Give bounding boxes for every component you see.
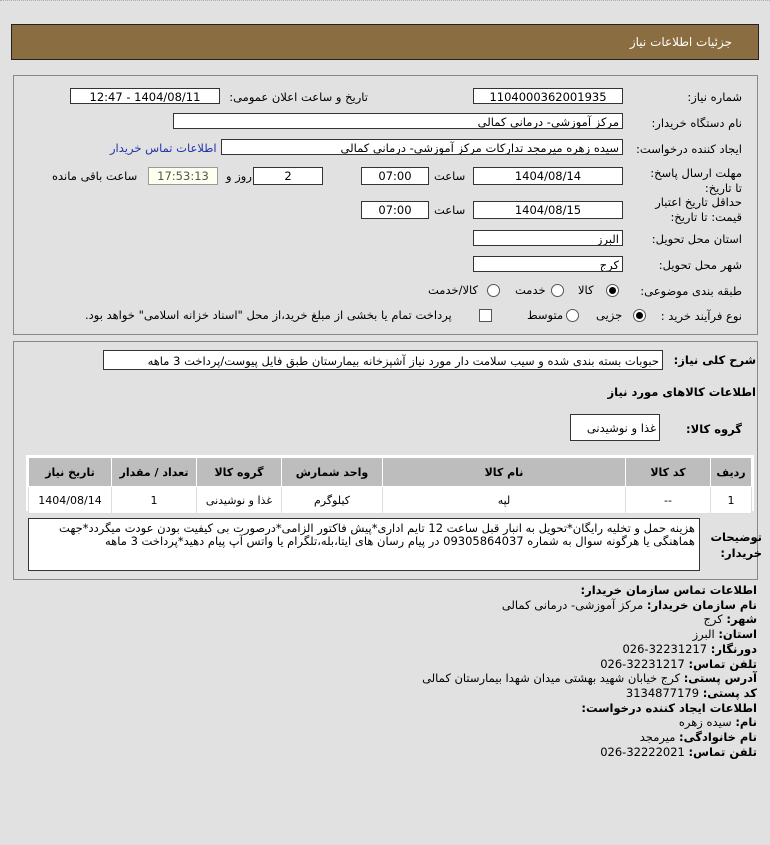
cell-row: 1 (711, 487, 752, 514)
need-number-label: شماره نیاز: (687, 90, 742, 104)
buyer-contact-link[interactable]: اطلاعات تماس خریدار (110, 141, 217, 155)
notes-label: توضیحات خریدار: (710, 530, 762, 560)
city-label: شهر محل تحویل: (658, 258, 742, 272)
phone-label: تلفن تماس: (688, 656, 757, 671)
validity-time-label: ساعت (434, 203, 466, 217)
summary-field: حبوبات بسته بندی شده و سیب سلامت دار مورد نیاز آشپزخانه بیمارستان طبق فایل پیوست/پرداخت 3 ماهه (103, 350, 663, 370)
category-goods-label: کالا (578, 283, 594, 297)
goods-table (28, 457, 752, 514)
province-value: البرز (692, 627, 715, 642)
announce-field[interactable]: 1404/08/11 - 12:47 (70, 88, 220, 104)
summary-label: شرح کلی نیاز: (673, 353, 756, 367)
validity-date-field[interactable]: 1404/08/15 (473, 201, 623, 219)
city-label: شهر: (726, 612, 757, 627)
creator-phone-label: تلفن تماس: (688, 744, 757, 759)
buyer-contact-info (422, 583, 757, 759)
deadline-time-label: ساعت (434, 169, 466, 183)
creator-label: ایجاد کننده درخواست: (636, 142, 742, 156)
category-goods-radio[interactable] (606, 284, 619, 297)
goods-group-field: غذا و نوشیدنی (570, 414, 660, 441)
table-row (29, 487, 752, 514)
days-label: روز و (226, 169, 252, 183)
deadline-date-field[interactable]: 1404/08/14 (473, 167, 623, 185)
col-row: ردیف (711, 458, 752, 487)
family-value: میرمجد (639, 730, 676, 745)
buyer-org-field[interactable]: مرکز آموزشی- درمانی کمالی (173, 113, 623, 129)
cell-group: غذا و نوشیدنی (197, 487, 282, 514)
deadline-label: مهلت ارسال پاسخ: تا تاریخ: (650, 166, 742, 195)
category-both-label: کالا/خدمت (428, 283, 479, 297)
process-label: نوع فرآیند خرید : (660, 309, 742, 323)
deadline-time-field[interactable]: 07:00 (361, 167, 429, 185)
family-label: نام خانوادگی: (679, 730, 757, 745)
col-group: گروه کالا (197, 458, 282, 487)
remaining-label: ساعت باقی مانده (52, 169, 138, 183)
city-field[interactable]: کرج (473, 256, 623, 272)
buyer-org-label: نام دستگاه خریدار: (651, 116, 742, 130)
col-code: کد کالا (626, 458, 711, 487)
category-label: طبقه بندی موضوعی: (640, 284, 742, 298)
contact-heading: اطلاعات تماس سازمان خریدار: (580, 583, 757, 597)
category-service-label: خدمت (515, 283, 546, 297)
address-value: کرج خیابان شهید بهشتی میدان شهدا بیمارستان کمالی (422, 671, 681, 686)
process-minor-radio[interactable] (633, 309, 646, 322)
validity-time-field[interactable]: 07:00 (361, 201, 429, 219)
postal-label: کد پستی: (702, 685, 757, 700)
postal-value: 3134877179 (625, 685, 700, 700)
creator-field[interactable]: سیده زهره میرمجد تدارکات مرکز آموزشی- درمانی کمالی (221, 139, 623, 155)
announce-label: تاریخ و ساعت اعلان عمومی: (229, 90, 368, 104)
goods-heading: اطلاعات کالاهای مورد نیاز (607, 385, 756, 399)
category-both-radio[interactable] (487, 284, 500, 297)
treasury-payment-note: پرداخت تمام یا بخشی از مبلغ خرید،از محل "اسناد خزانه اسلامی" خواهد بود. (85, 308, 452, 322)
notes-field: هزینه حمل و تخلیه رایگان*تحویل به انبار قبل ساعت 12 تایم اداری*پیش فاکتور الزامی*درصورت بی کیفیت بودن عودت میگردد*جهت هماهنگی یا هرگونه سوال به شماره 09305864037 در پیام رسان های ایتا،بله،تلگرام یا واتس آپ پیام دهید*پرداخت 3 ماهه (28, 518, 700, 571)
creator-phone-value: 32222021-026 (600, 744, 685, 759)
category-service-radio[interactable] (551, 284, 564, 297)
col-name: نام کالا (383, 458, 626, 487)
org-value: مرکز آموزشی- درمانی کمالی (501, 597, 644, 612)
treasury-payment-checkbox[interactable] (479, 309, 492, 322)
cell-name: لپه (383, 487, 626, 514)
address-label: آدرس پستی: (683, 671, 757, 686)
cell-unit: کیلوگرم (282, 487, 383, 514)
page-title: جزئیات اطلاعات نیاز (629, 35, 732, 49)
table-header-row (29, 458, 752, 487)
col-date: تاریخ نیاز (29, 458, 112, 487)
org-label: نام سازمان خریدار: (646, 597, 757, 612)
city-value: کرج (703, 612, 723, 627)
process-minor-label: جزیی (596, 308, 623, 322)
province-field[interactable]: البرز (473, 230, 623, 246)
page-header (11, 24, 759, 60)
col-unit: واحد شمارش (282, 458, 383, 487)
fax-value: 32231217-026 (622, 641, 708, 656)
phone-value: 32231217-026 (600, 656, 685, 671)
cell-qty: 1 (112, 487, 197, 514)
goods-group-label: گروه کالا: (686, 422, 742, 436)
col-qty: تعداد / مقدار (112, 458, 197, 487)
name-label: نام: (735, 715, 757, 730)
province-label: استان: (718, 627, 757, 642)
creator-heading: اطلاعات ایجاد کننده درخواست: (581, 700, 757, 715)
remaining-time-field: 17:53:13 (148, 167, 218, 185)
cell-date: 1404/08/14 (29, 487, 112, 514)
fax-label: دورنگار: (710, 641, 757, 656)
process-medium-label: متوسط (527, 308, 564, 322)
cell-code: -- (626, 487, 711, 514)
name-value: سیده زهره (678, 715, 732, 730)
province-label: استان محل تحویل: (651, 232, 742, 246)
process-medium-radio[interactable] (566, 309, 579, 322)
validity-label: حداقل تاریخ اعتبار قیمت: تا تاریخ: (655, 195, 742, 224)
need-number-field[interactable]: 1104000362001935 (473, 88, 623, 104)
days-field[interactable]: 2 (253, 167, 323, 185)
